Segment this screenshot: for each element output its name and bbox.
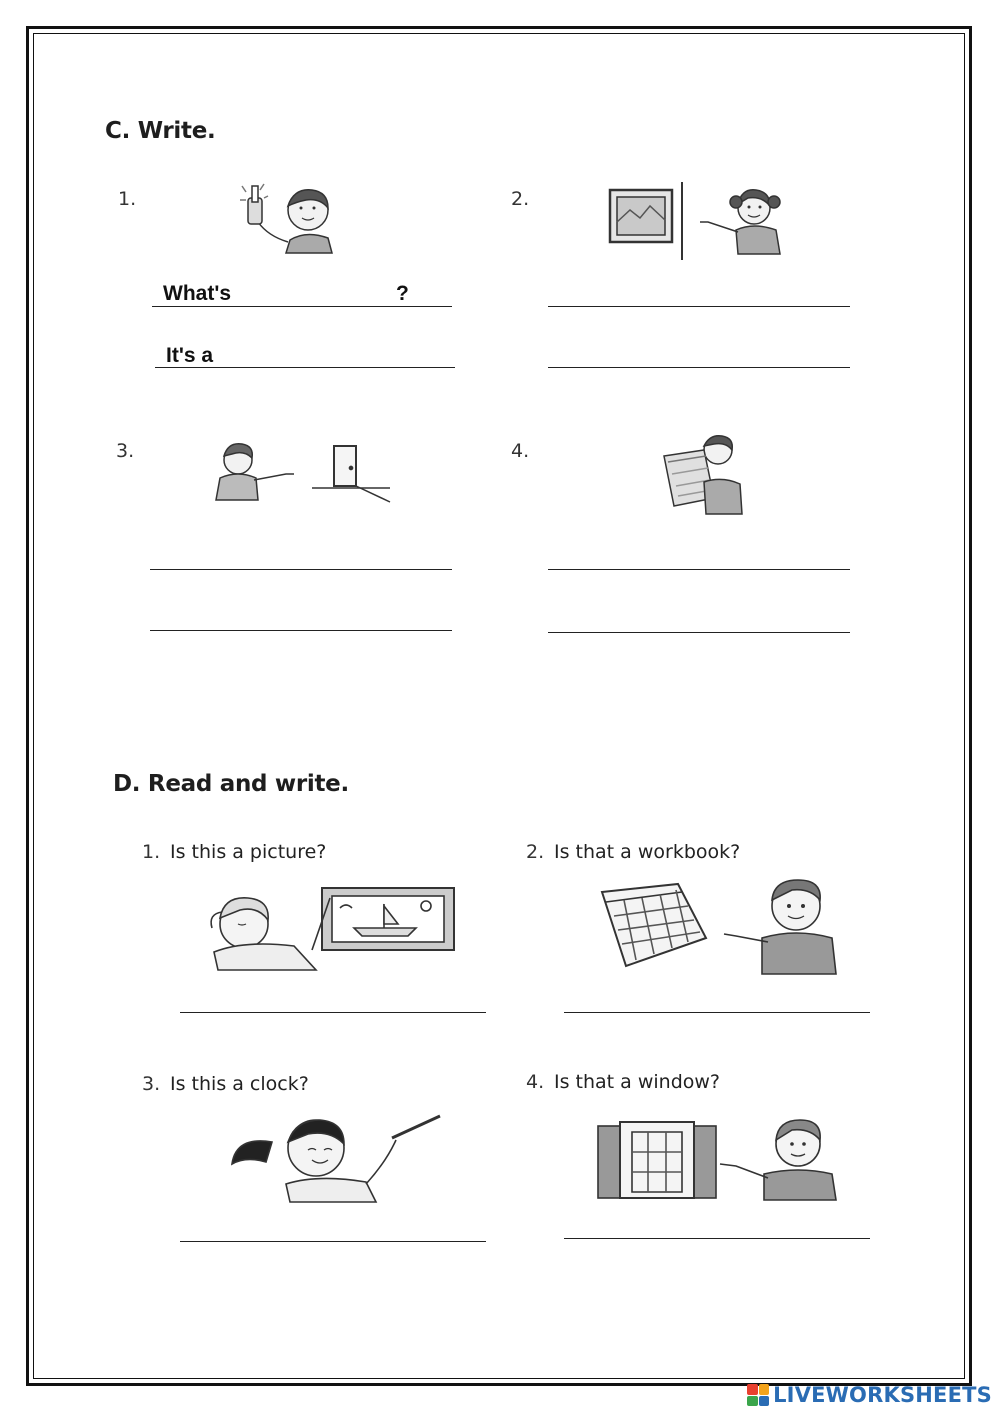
c4-answer-line-2[interactable]: [548, 632, 850, 633]
d-item-2-number: 2.: [526, 841, 545, 863]
logo-square-orange: [759, 1384, 770, 1395]
d-item-1-question: Is this a picture?: [170, 841, 327, 863]
d4-boy-window-illustration: [596, 1114, 842, 1202]
c1-prefill-question-mark: ?: [396, 282, 409, 305]
c2-answer-line-2[interactable]: [548, 367, 850, 368]
c-item-2-number: 2.: [511, 188, 530, 210]
section-c-title: C. Write.: [105, 118, 216, 144]
c1-answer-line-2[interactable]: [155, 367, 455, 368]
d1-girl-picture-illustration: [204, 884, 459, 970]
liveworksheets-logo-icon: [747, 1384, 769, 1406]
c3-answer-line-2[interactable]: [150, 630, 452, 631]
d-item-4-question: Is that a window?: [554, 1071, 721, 1093]
d2-boy-calendar-illustration: [596, 876, 844, 974]
c1-boy-pencil-illustration: [228, 178, 348, 253]
c2-girl-picture-illustration: [608, 182, 788, 262]
c2-answer-line-1[interactable]: [548, 306, 850, 307]
logo-square-red: [747, 1384, 758, 1395]
c3-girl-door-illustration: [208, 438, 398, 508]
logo-square-blue: [759, 1396, 770, 1407]
d-item-3-question: Is this a clock?: [170, 1073, 309, 1095]
c1-prefill-whats: What's: [163, 282, 231, 305]
d-item-2-question: Is that a workbook?: [554, 841, 741, 863]
watermark-text: LIVEWORKSHEETS: [773, 1383, 992, 1407]
section-d-title: D. Read and write.: [113, 771, 349, 797]
c-item-1-number: 1.: [118, 188, 137, 210]
d1-answer-line[interactable]: [180, 1012, 486, 1013]
d3-answer-line[interactable]: [180, 1241, 486, 1242]
d2-answer-line[interactable]: [564, 1012, 870, 1013]
c1-prefill-its-a: It's a: [166, 344, 214, 367]
d-item-1-number: 1.: [142, 841, 161, 863]
d-item-3-number: 3.: [142, 1073, 161, 1095]
c-item-4-number: 4.: [511, 440, 530, 462]
liveworksheets-watermark: [747, 1383, 992, 1407]
c-item-3-number: 3.: [116, 440, 135, 462]
c3-answer-line-1[interactable]: [150, 569, 452, 570]
c4-boy-calendar-illustration: [652, 432, 752, 517]
d4-answer-line[interactable]: [564, 1238, 870, 1239]
logo-square-green: [747, 1396, 758, 1407]
c1-answer-line-1[interactable]: [152, 306, 452, 307]
c4-answer-line-1[interactable]: [548, 569, 850, 570]
d3-girl-pencil-illustration: [226, 1112, 448, 1202]
d-item-4-number: 4.: [526, 1071, 545, 1093]
